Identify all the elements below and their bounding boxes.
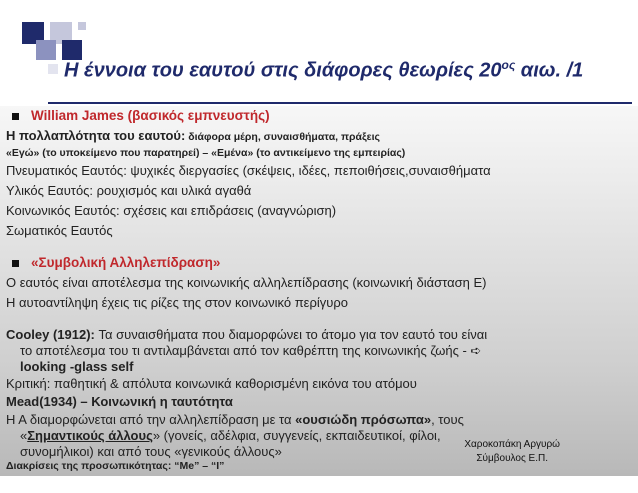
mead-detail-3: συνομήλικοι) και από τους «γενικούς άλλους» bbox=[20, 444, 282, 459]
decor-square-4 bbox=[62, 40, 82, 60]
spiritual-self: Πνευματικός Εαυτός: ψυχικές διεργασίες (σκέψεις, ιδέες, πεποιθήσεις,συναισθήματα bbox=[6, 163, 491, 178]
bullet-square-icon bbox=[12, 260, 19, 267]
social-self: Κοινωνικός Εαυτός: σχέσεις και επιδράσεις (αναγνώριση) bbox=[6, 203, 337, 218]
mead-detail-1: Η Α διαμορφώνεται από την αλληλεπίδραση με τα «ουσιώδη πρόσωπα», τους bbox=[6, 412, 464, 427]
bullet-symbolic-interaction: «Συμβολική Αλληλεπίδραση» bbox=[6, 255, 220, 270]
personality-line: Διακρίσεις της προσωπικότητας: “Me” – “I” bbox=[6, 460, 225, 472]
author-name: Χαροκοπάκη Αργυρώ bbox=[464, 439, 560, 450]
decor-square-3 bbox=[36, 40, 56, 60]
self-result-line: Ο εαυτός είναι αποτέλεσμα της κοινωνικής αλληλεπίδρασης (κοινωνική διάσταση Ε) bbox=[6, 275, 487, 290]
self-image-line: Η αυτοαντίληψη έχεις τις ρίζες της στον κοινωνικό περίγυρο bbox=[6, 295, 348, 310]
mead-detail-2: «Σημαντικούς άλλους» (γονείς, αδέλφια, συγγενείς, εκπαιδευτικοί, φίλοι, bbox=[20, 428, 441, 443]
mead-line: Mead(1934) – Κοινωνική η ταυτότητα bbox=[6, 394, 233, 409]
cooley-line-2: το αποτέλεσμα του τι αντιλαμβάνεται από τον καθρέπτη της κοινωνικής ζωής - ➪ bbox=[20, 343, 482, 358]
decor-square-6 bbox=[78, 22, 86, 30]
cooley-line-3: looking -glass self bbox=[20, 359, 134, 374]
content-panel bbox=[0, 106, 638, 476]
critique-line: Κριτική: παθητική & απόλυτα κοινωνικά καθορισμένη εικόνα του ατόμου bbox=[6, 376, 417, 391]
bullet-square-icon bbox=[12, 113, 19, 120]
cooley-line: Cooley (1912): Τα συναισθήματα που διαμορφώνει το άτομο για τον εαυτό του είναι bbox=[6, 327, 488, 342]
title-underline bbox=[48, 102, 632, 104]
author-role: Σύμβουλος Ε.Π. bbox=[476, 453, 548, 464]
multiplicity-line: Η πολλαπλότητα του εαυτού: διάφορα μέρη, συναισθήματα, πράξεις bbox=[6, 128, 381, 143]
ego-line: «Εγώ» (το υποκείμενο που παρατηρεί) – «Εμένα» (το αντικείμενο της εμπειρίας) bbox=[6, 147, 406, 159]
author-credit bbox=[464, 438, 560, 466]
slide-title: Η έννοια του εαυτού στις διάφορες θεωρίες $20^{o\varsigma}$ αιω. /1 bbox=[64, 58, 584, 82]
material-self: Υλικός Εαυτός: ρουχισμός και υλικά αγαθά bbox=[6, 183, 252, 198]
bullet-william-james: William James (βασικός εμπνευστής) bbox=[6, 108, 270, 123]
bodily-self: Σωματικός Εαυτός bbox=[6, 223, 113, 238]
decor-square-5 bbox=[48, 64, 58, 74]
